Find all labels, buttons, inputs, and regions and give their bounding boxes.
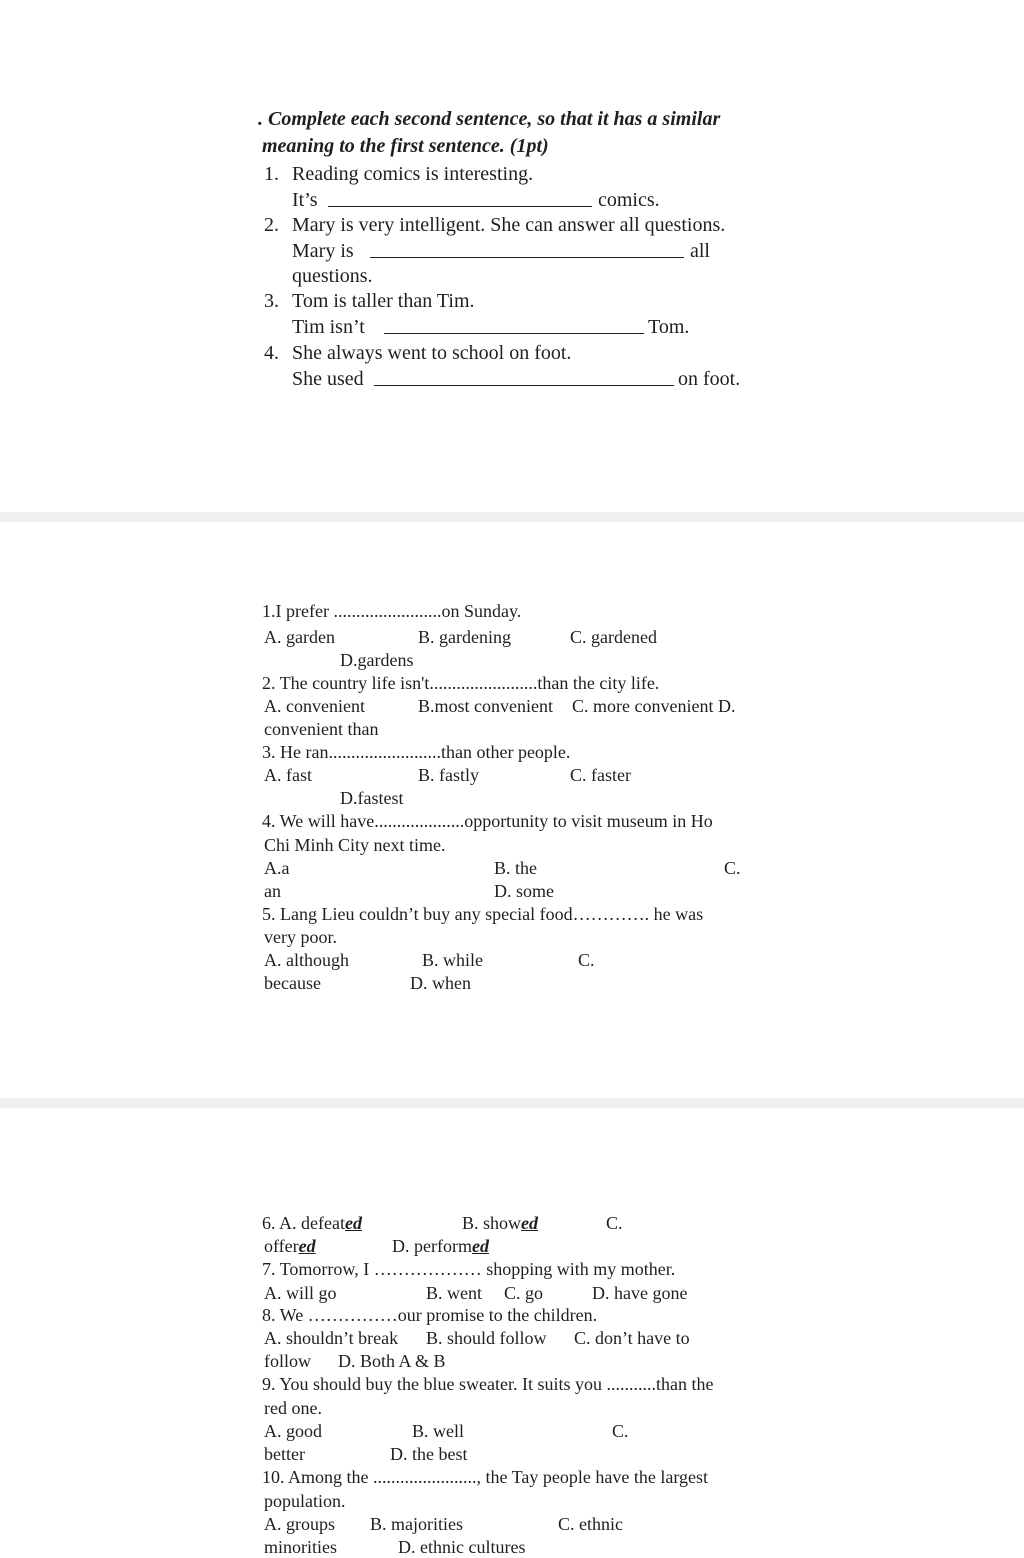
option-a[interactable]: A. although [264, 950, 349, 970]
option-b-stem: B. show [462, 1213, 522, 1233]
question-stem: 10. Among the ......................., the Tay people have the largest [262, 1467, 708, 1487]
option-c[interactable]: C. gardened [570, 627, 657, 647]
option-a[interactable]: A. good [264, 1421, 322, 1441]
option-d-suffix: ed [471, 1236, 489, 1256]
question-stem-continued: red one. [264, 1398, 322, 1418]
option-c[interactable]: C. [578, 950, 595, 970]
option-b[interactable]: B. while [422, 950, 483, 970]
option-b[interactable]: B. majorities [370, 1514, 463, 1534]
option-d[interactable]: D. Both A & B [338, 1351, 446, 1371]
item-number: 3. [264, 290, 279, 312]
option-d[interactable]: D.gardens [340, 650, 414, 670]
item-number: 4. [264, 342, 279, 364]
option-a-suffix: ed [344, 1213, 362, 1233]
answer-blank[interactable] [370, 241, 684, 258]
rewrite-end: on foot. [678, 368, 741, 390]
option-c[interactable]: C. ethnic [558, 1514, 623, 1534]
option-d[interactable]: D. some [494, 881, 554, 901]
option-a[interactable]: A. will go [264, 1283, 337, 1303]
question-stem: 1.I prefer ........................on Sunday. [262, 601, 522, 621]
option-a[interactable]: A. garden [264, 627, 335, 647]
option-a[interactable]: A. groups [264, 1514, 335, 1534]
option-a-stem: 6. A. defeat [262, 1213, 345, 1233]
option-c-suffix: ed [298, 1236, 316, 1256]
option-c[interactable]: C. [724, 858, 741, 878]
option-c-text[interactable] [264, 1235, 316, 1257]
option-d[interactable]: D. ethnic cultures [398, 1537, 526, 1557]
item-sentence: Reading comics is interesting. [292, 163, 534, 185]
option-d-stem: D. perform [392, 1236, 472, 1256]
worksheet-page-1 [0, 0, 1024, 510]
item-number: 2. [264, 214, 279, 236]
option-c-text[interactable]: minorities [264, 1537, 337, 1557]
section-title-line-1: . Complete each second sentence, so that it has a similar [258, 108, 721, 130]
question-stem: 5. Lang Lieu couldn’t buy any special food…………. he was [262, 904, 704, 924]
question-stem: 8. We ……………our promise to the children. [262, 1305, 598, 1325]
option-c[interactable]: C. faster [570, 765, 631, 785]
question-stem: 3. He ran.........................than other people. [262, 742, 571, 762]
item-sentence: Mary is very intelligent. She can answer all questions. [292, 214, 726, 236]
option-a[interactable]: A. shouldn’t break [264, 1328, 399, 1348]
option-b[interactable]: B. gardening [418, 627, 511, 647]
option-b-suffix: ed [521, 1213, 539, 1233]
rewrite-start: It’s [292, 189, 318, 211]
option-d[interactable]: D. when [410, 973, 471, 993]
option-c-text[interactable]: better [264, 1444, 305, 1464]
option-b[interactable]: B. should follow [426, 1328, 547, 1348]
option-c[interactable]: C. [606, 1213, 623, 1233]
worksheet-page-2 [0, 522, 1024, 1096]
page-separator [0, 512, 1024, 522]
question-stem: 9. You should buy the blue sweater. It suits you ...........than the [262, 1374, 714, 1394]
question-stem: 4. We will have....................opportunity to visit museum in Ho [262, 811, 713, 831]
question-stem: 7. Tomorrow, I ……………… shopping with my mother. [262, 1259, 676, 1279]
option-d[interactable] [392, 1235, 489, 1257]
rewrite-end: comics. [598, 189, 660, 211]
section-title-line-2: meaning to the first sentence. (1pt) [262, 135, 549, 157]
option-b[interactable]: B. went [426, 1283, 482, 1303]
worksheet-page-3 [0, 1108, 1024, 1557]
option-d[interactable]: convenient than [264, 719, 379, 739]
page-separator [0, 1098, 1024, 1108]
option-c[interactable]: C. [612, 1421, 629, 1441]
option-c-stem: offer [264, 1236, 299, 1256]
option-b[interactable]: B. fastly [418, 765, 479, 785]
rewrite-end: Tom. [648, 316, 690, 338]
option-a[interactable] [262, 1212, 362, 1234]
answer-blank[interactable] [384, 317, 644, 334]
question-stem-continued: Chi Minh City next time. [264, 835, 446, 855]
option-c-text[interactable]: follow [264, 1351, 311, 1371]
option-d[interactable]: D.fastest [340, 788, 404, 808]
option-d[interactable]: D. the best [390, 1444, 468, 1464]
option-c[interactable]: C. go [504, 1283, 544, 1303]
option-b[interactable] [462, 1212, 538, 1234]
question-stem-continued: population. [264, 1491, 346, 1511]
item-sentence: She always went to school on foot. [292, 342, 572, 364]
option-b[interactable]: B. well [412, 1421, 464, 1441]
question-stem-continued: very poor. [264, 927, 337, 947]
answer-blank[interactable] [374, 369, 674, 386]
option-c-text[interactable]: an [264, 881, 281, 901]
option-a[interactable]: A. convenient [264, 696, 365, 716]
option-a[interactable]: A.a [264, 858, 290, 878]
item-sentence: Tom is taller than Tim. [292, 290, 475, 312]
option-c[interactable]: C. don’t have to [574, 1328, 690, 1348]
option-c-text[interactable]: because [264, 973, 321, 993]
rewrite-end-continued: questions. [292, 265, 373, 287]
item-number: 1. [264, 163, 279, 185]
option-a[interactable]: A. fast [264, 765, 312, 785]
rewrite-start: She used [292, 368, 364, 390]
rewrite-start: Tim isn’t [292, 316, 365, 338]
rewrite-end: all [690, 240, 710, 262]
option-c[interactable]: C. more convenient D. [572, 696, 736, 716]
rewrite-start: Mary is [292, 240, 354, 262]
question-stem: 2. The country life isn't........................than the city life. [262, 673, 660, 693]
option-b[interactable]: B.most convenient [418, 696, 553, 716]
option-d[interactable]: D. have gone [592, 1283, 688, 1303]
answer-blank[interactable] [328, 190, 592, 207]
option-b[interactable]: B. the [494, 858, 537, 878]
